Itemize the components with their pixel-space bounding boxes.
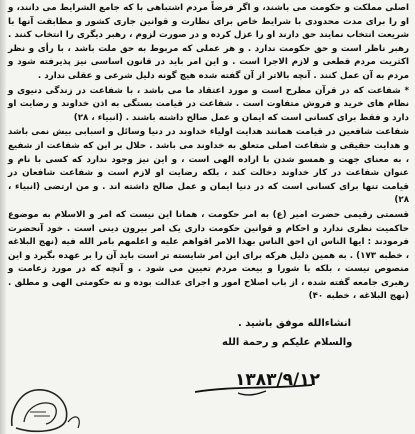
closing-line: انشاءالله موفق باشید . — [238, 318, 352, 329]
paragraph-1: اصلی مملکت و حکومت می باشند، و اگر فرضاً مردم اشتباهی با که جامع الشرایط می دانند، و او را برای مدت محدودی با شرایط خاص برای نظارت و قوانین جاری کشور و مطابقت آنها با شریعت انتخاب نمایند حق دارند او را عزل کرده و در صورت لزوم ، رهبر دیگری را انتخاب کنند . رهبر ناظر است و حق حکومت ندارد . و هر عملی که مربوط به حق ملت باشد ، با رأی و نظر اکثریت مردم قطعی و لازم الاجرا است . و این امر باید در قانون اساسی نیز پذیرفته شود و مردم به آن عمل کنند . آنچه بالاتر از آن گفته شده هیچ گونه دلیل شرعی و عقلی ندارد . — [8, 3, 409, 81]
signature-stamp — [6, 382, 86, 434]
paragraph-3: شفاعت شافعین در قیامت همانند هدایت اولیاء خداوند در دنیا وسائل و اسبابی بیش نمی باشد و هدایت حقیقی و شفاعت اصلی متعلق به خداوند می باشد . حلال بر این که شفاعت از شفیع ، به معنای جهت و همسو شدن با اراده الهی است ، و این نیز وجود ندارد که کسی با نام و عنوان شفاعت در کار خداوند دخالت کند ، بلکه رضایت او لازم است و شفاعت شافعان در قیامت تنها برای کسانی است که در دنیا ایمان و عمل صالح داشته اند . و من ارتضی (انبیاء ، ۲۸) — [8, 127, 409, 206]
salutation-line: والسلام علیکم و رحمة الله — [222, 337, 353, 348]
handwritten-date: ۱۳۸۳/۹/۱۲ — [234, 370, 320, 390]
paragraph-4: قسمتی رقیمی حضرت امیر (ع) به امر حکومت ، همانا این نیست که امر و الاسلام به موضوع حاکمیت نظری ندارد و احکام و قوانین حکومت داری یک امر بیرون دینی است . خود آنحضرت فرمودند : ایها الناس ان احق الناس بهذا الامر اقواهم علیه و اعلمهم بامر الله فیه (نهج البلاغه ، خطبه ۱۷۳) . به همین دلیل هرکه برای این امر شایسته تر است باید آن را بر عهده بگیرد و این منصوص نیست ، بلکه با شورا و بیعت مردم تعیین می شود . و آنچه که در مورد زعامت و رهبری جامعه گفته شده ، از باب اصلاح امور و اجرای عدالت بوده و نه حکومتی الهی و مطلق . (نهج البلاغه ، خطبه ۴۰) — [8, 209, 410, 302]
paragraph-2: * شفاعت که در قرآن مطرح است و مورد اعتقاد ما می باشد ، با شفاعت در زندگی دنیوی و نظام های خرید و فروش متفاوت است . شفاعت در قیامت بستگی به اذن خداوند و رضایت او دارد و فقط برای کسانی است که ایمان و عمل صالح داشته باشند . (انبیاء ، ۲۸) — [8, 85, 409, 123]
